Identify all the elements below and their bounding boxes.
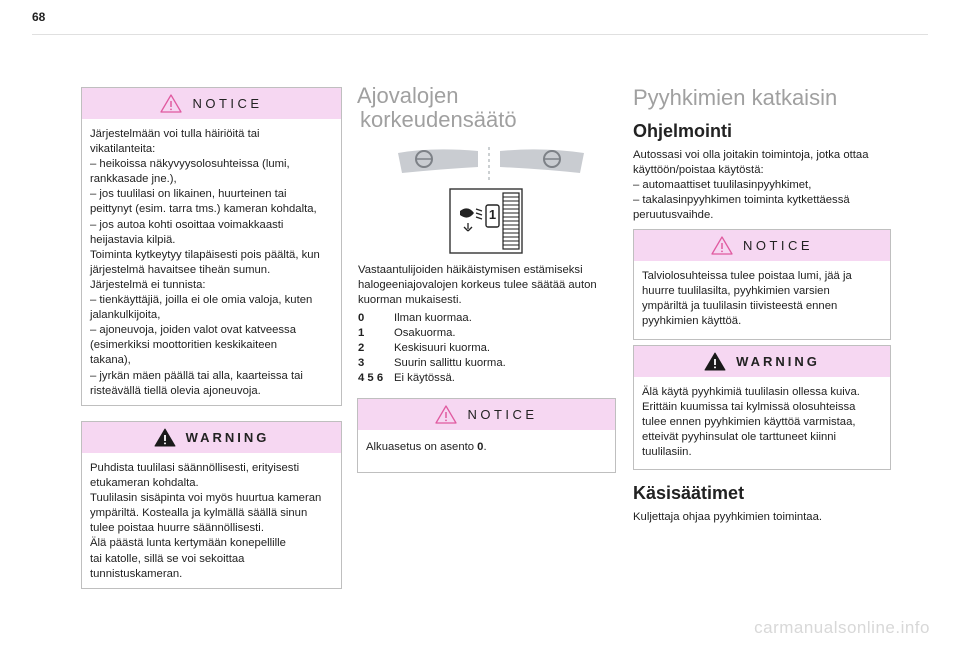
warning-line: tulee poistaa huurre säännöllisesti.	[90, 522, 264, 535]
notice-header	[358, 399, 615, 430]
warning-body	[634, 377, 890, 466]
list-item	[358, 311, 506, 326]
notice-body	[82, 119, 341, 405]
notice-title: NOTICE	[467, 407, 538, 422]
warning-title: WARNING	[185, 430, 270, 445]
notice-line: takana),	[90, 354, 131, 367]
load-level-list	[358, 311, 506, 386]
notice-line: jalankulkijoita,	[90, 309, 161, 322]
notice-line: rankkasade jne.),	[90, 173, 177, 186]
notice-line: huurre tuulilasilta, pyyhkimien varsien	[642, 285, 830, 298]
notice-line: Järjestelmä ei tunnista:	[90, 278, 206, 291]
subheading-manual-controls: Käsisäätimet	[633, 483, 745, 503]
level-key: 2	[358, 342, 365, 355]
text-line: peruutusvaihde.	[633, 209, 714, 222]
level-text: Keskisuuri kuorma.	[394, 342, 491, 355]
level-key: 3	[358, 357, 365, 370]
warning-line: etukameran kohdalta.	[90, 477, 199, 490]
notice-box-middle	[357, 398, 616, 473]
notice-box-right	[633, 229, 891, 340]
notice-line: ympäriltä ja tuulilasin tiivisteestä ennen	[642, 300, 838, 313]
list-item	[358, 356, 506, 371]
dashboard-right	[500, 149, 584, 173]
notice-line: pyyhkimien käyttöä.	[642, 315, 742, 328]
level-text: Ilman kuormaa.	[394, 312, 472, 324]
watermark: carmanualsonline.info	[754, 618, 930, 637]
warning-line: Tuulilasin sisäpinta voi myös huurtua kameran	[90, 492, 322, 505]
notice-body	[634, 261, 890, 335]
adjustment-wheel	[503, 193, 519, 249]
warning-title: WARNING	[736, 354, 820, 369]
programming-text	[633, 148, 893, 223]
notice-text-end: .	[483, 441, 487, 453]
level-text: Suurin sallittu kuorma.	[394, 357, 506, 370]
caution-triangle-icon	[435, 405, 457, 424]
list-item	[358, 371, 506, 386]
section-heading-headlamp	[357, 84, 517, 132]
notice-line: – ajoneuvoja, joiden valot ovat katveessa	[90, 324, 296, 337]
notice-box-left	[81, 87, 342, 406]
notice-line	[366, 440, 607, 455]
notice-line: – heikoissa näkyvyysolosuhteissa (lumi,	[90, 158, 290, 171]
warning-box-right	[633, 345, 891, 470]
notice-line: Toiminta kytkeytyy tilapäisesti pois päältä, kun	[90, 248, 320, 261]
notice-line: Järjestelmään voi tulla häiriöitä tai	[90, 128, 260, 140]
warning-triangle-icon	[154, 428, 176, 447]
warning-line: tulee ennen pyyhkimien käyttöä varmistaa,	[642, 416, 856, 429]
notice-bold-value: 0	[477, 441, 484, 453]
notice-line: – jos autoa kohti osoittaa voimakkaasti	[90, 218, 284, 231]
notice-title: NOTICE	[192, 96, 263, 111]
warning-header	[634, 346, 890, 377]
intro-line: halogeeniajovalojen korkeus tulee säätää auton	[358, 279, 597, 292]
warning-box-left	[81, 421, 342, 589]
text-line: Autossasi voi olla joitakin toimintoja, jotka ottaa	[633, 149, 869, 161]
warning-line: Puhdista tuulilasi säännöllisesti, erityisesti	[90, 462, 300, 474]
warning-line: Älä käytä pyyhkimiä tuulilasin ollessa kuiva.	[642, 386, 860, 398]
intro-line: kuorman mukaisesti.	[358, 294, 462, 307]
text-line: – takalasinpyyhkimen toiminta kytkettäessä	[633, 194, 850, 207]
warning-line: Älä päästä lunta kertymään konepellille	[90, 537, 286, 550]
page-number: 68	[32, 10, 46, 24]
notice-body	[358, 430, 615, 461]
caution-triangle-icon	[711, 236, 733, 255]
notice-header	[82, 88, 341, 119]
level-key: 4 5 6	[358, 372, 384, 385]
warning-line: tuulilasiin.	[642, 446, 692, 459]
level-text: Osakuorma.	[394, 327, 456, 340]
headlamp-illustration	[392, 143, 592, 258]
caution-triangle-icon	[160, 94, 182, 113]
heading-line-2: korkeudensäätö	[360, 107, 517, 132]
notice-line: heijastavia kilpiä.	[90, 233, 176, 246]
notice-header	[634, 230, 890, 261]
notice-line: – jos tuulilasi on likainen, huurteinen tai	[90, 188, 287, 201]
notice-line: (esimerkiksi moottoritien keskikaiteen	[90, 339, 278, 352]
warning-line: etteivät pyyhinsulat ole tarttuneet kiinni	[642, 431, 837, 444]
text-line: – automaattiset tuulilasinpyyhkimet,	[633, 179, 812, 192]
level-key: 1	[358, 327, 365, 340]
level-key: 0	[358, 312, 365, 324]
section-heading-wipers: Pyyhkimien katkaisin	[633, 85, 838, 110]
heading-line-1: Ajovalojen	[357, 83, 459, 108]
text-line: käyttöön/poistaa käytöstä:	[633, 164, 764, 177]
warning-line: tai katolle, sillä se voi sekoittaa	[90, 552, 245, 565]
notice-line: risteävällä tiellä olevia ajoneuvoja.	[90, 384, 261, 397]
dashboard-left	[398, 149, 478, 173]
warning-line: tunnistuskameran.	[90, 567, 183, 580]
notice-text: Alkuasetus on asento	[366, 441, 478, 453]
notice-line: – tienkäyttäjiä, joilla ei ole omia valoja, kuten	[90, 294, 313, 307]
headlamp-intro	[358, 263, 623, 308]
notice-line: järjestelmä havaitsee tiheän sumun.	[90, 263, 271, 276]
notice-line: – jyrkän mäen päällä tai alla, kaarteissa tai	[90, 369, 303, 382]
warning-header	[82, 422, 341, 453]
warning-line: Erittäin kuumissa tai kylmissä olosuhteissa	[642, 401, 856, 414]
position-indicator-label: 1	[488, 207, 497, 222]
manual-controls-text: Kuljettaja ohjaa pyyhkimien toimintaa.	[633, 511, 823, 523]
list-item	[358, 341, 506, 356]
notice-title: NOTICE	[742, 238, 814, 253]
warning-line: ympäriltä. Kostealla ja kylmällä säällä sinun	[90, 507, 308, 520]
warning-triangle-icon	[704, 352, 726, 371]
notice-line: Talviolosuhteissa tulee poistaa lumi, jää ja	[642, 270, 852, 282]
notice-line: peittynyt (esim. tarra tms.) kameran kohdalta,	[90, 203, 317, 216]
notice-line: vikatilanteita:	[90, 143, 156, 156]
header-divider	[32, 34, 928, 35]
warning-body	[82, 453, 341, 588]
level-text: Ei käytössä.	[394, 372, 455, 385]
list-item	[358, 326, 506, 341]
intro-line: Vastaantulijoiden häikäistymisen estämiseksi	[358, 264, 583, 276]
subheading-programming: Ohjelmointi	[633, 121, 732, 141]
